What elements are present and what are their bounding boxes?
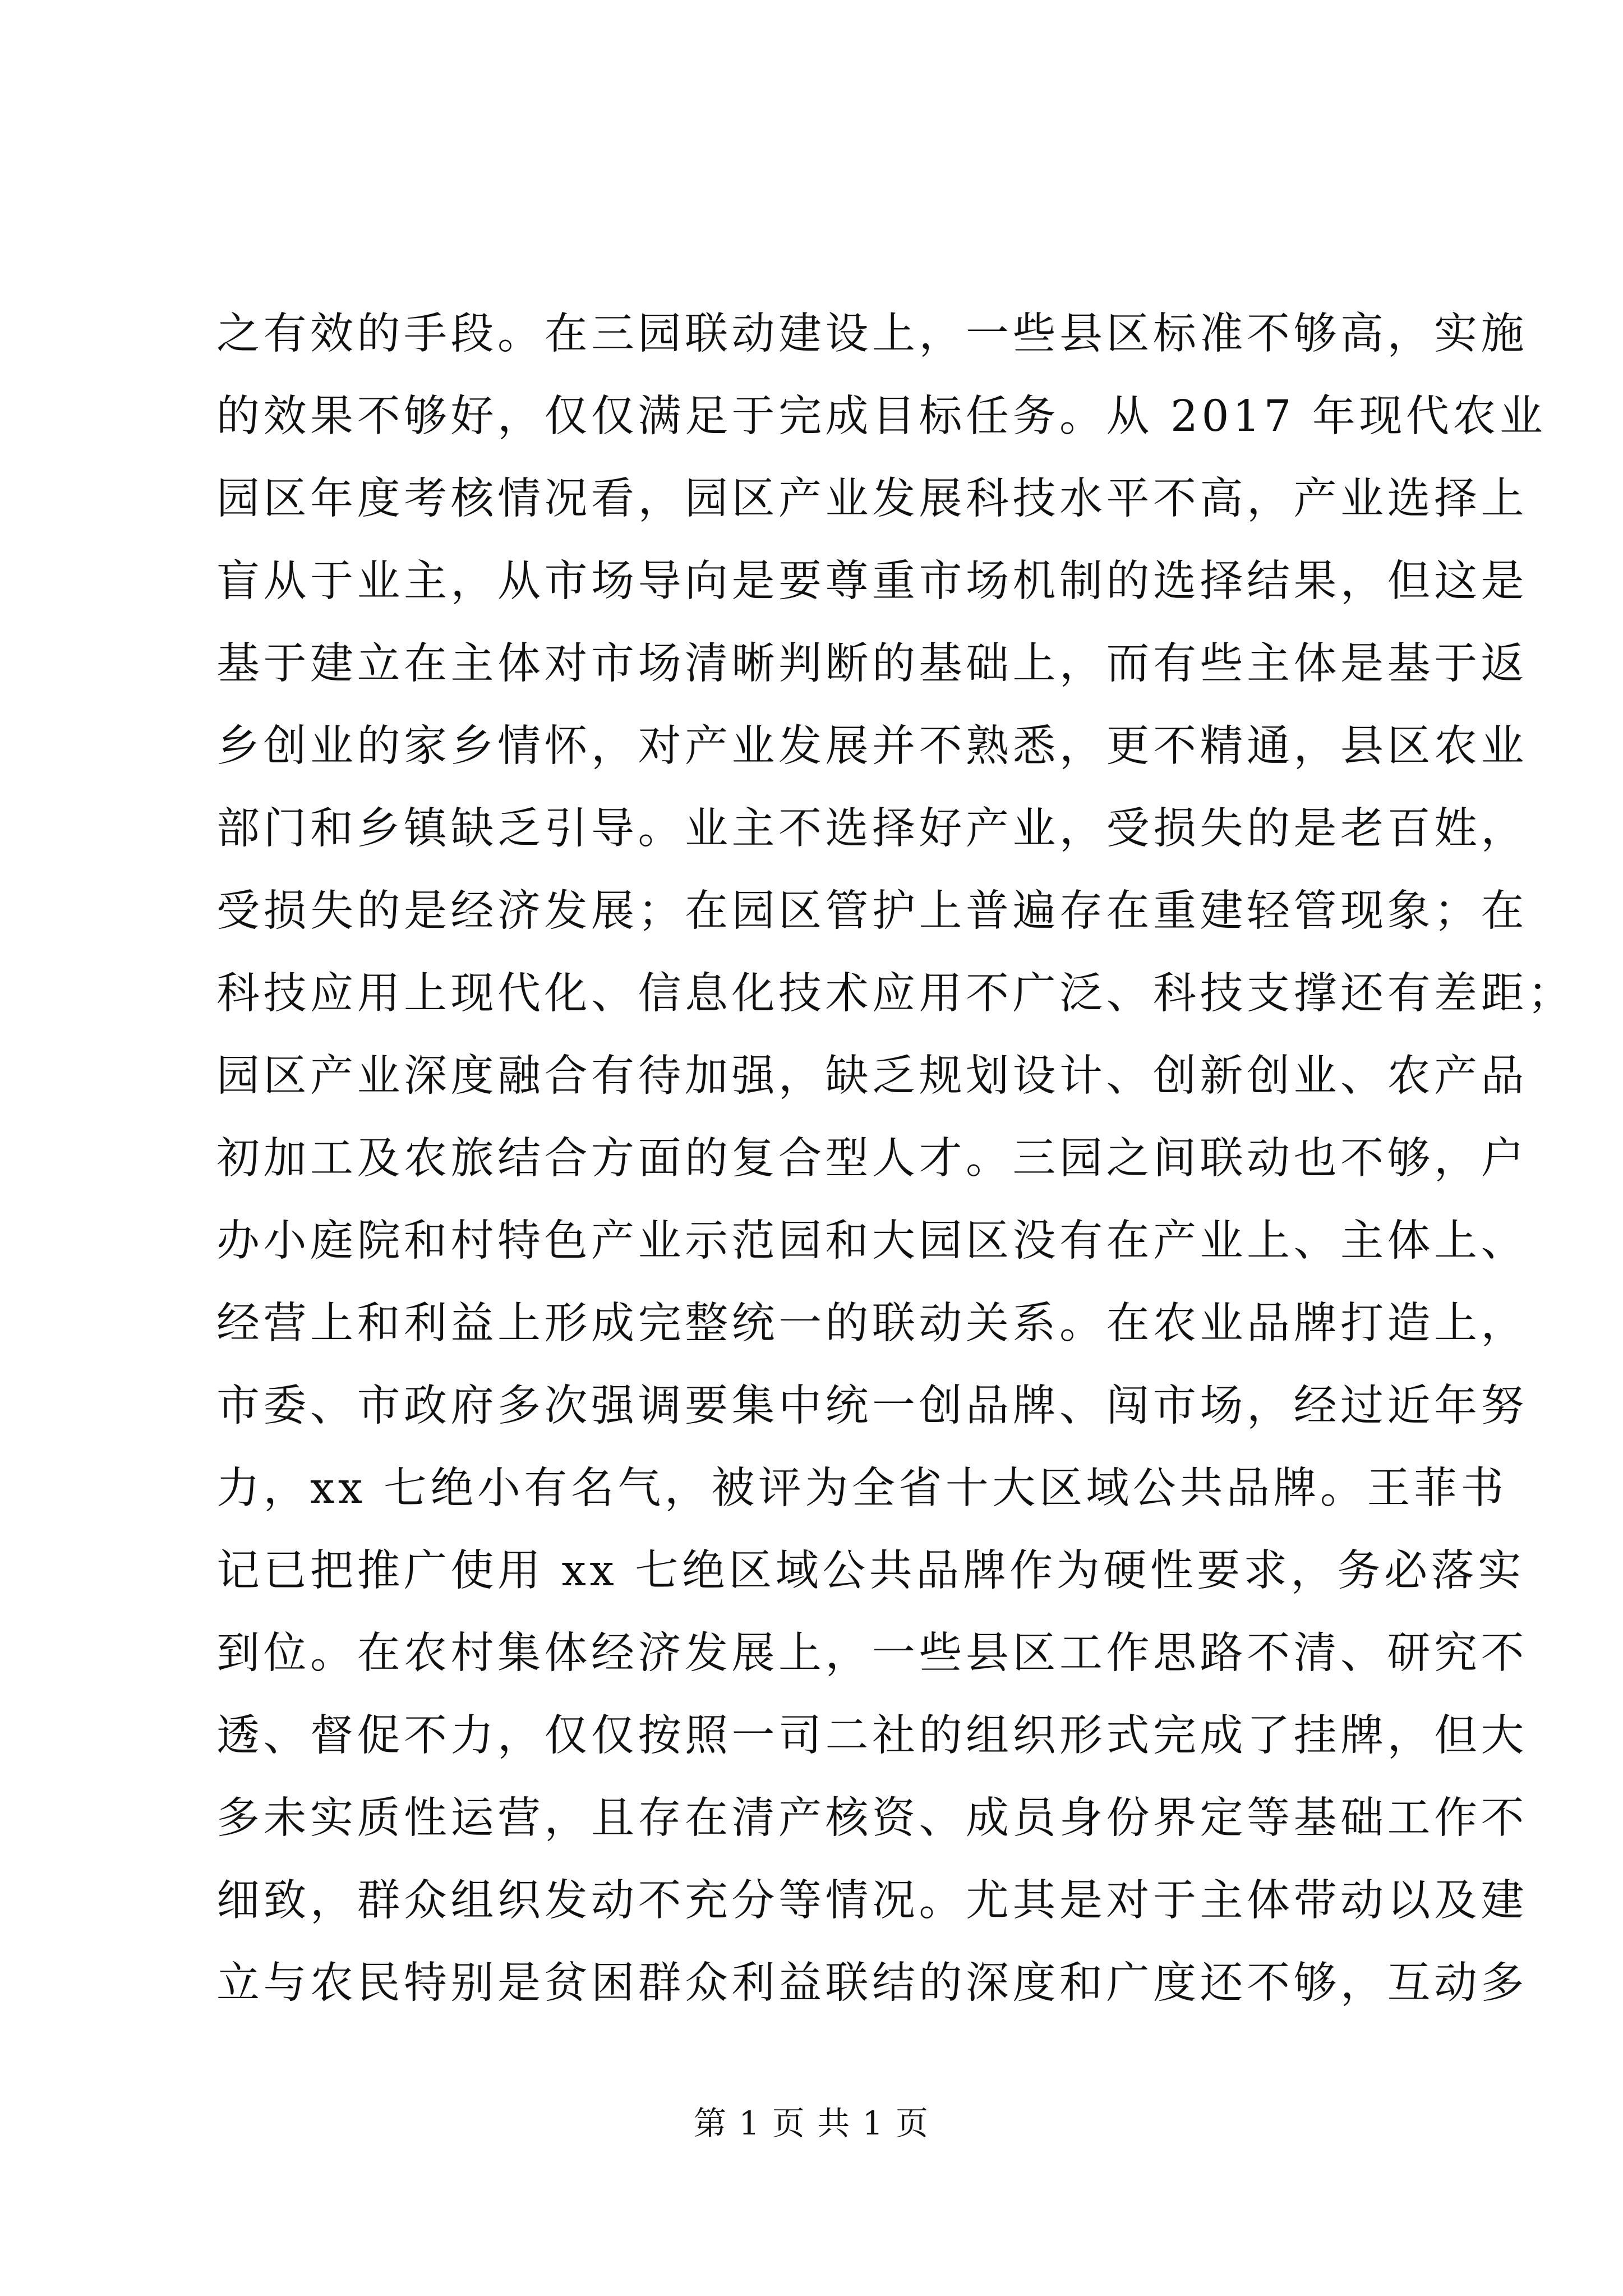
text-line: 透、督促不力，仅仅按照一司二社的组织形式完成了挂牌，但大 (216, 1711, 1528, 1761)
text-line: 园区产业深度融合有待加强，缺乏规划设计、创新创业、农产品 (216, 1051, 1528, 1101)
text-line: 办小庭院和村特色产业示范园和大园区没有在产业上、主体上、 (216, 1216, 1528, 1266)
text-line: 力，xx 七绝小有名气，被评为全省十大区域公共品牌。王菲书 (216, 1464, 1507, 1513)
text-line: 乡创业的家乡情怀，对产业发展并不熟悉，更不精通，县区农业 (216, 721, 1528, 771)
text-line: 经营上和利益上形成完整统一的联动关系。在农业品牌打造上， (216, 1299, 1528, 1349)
text-line: 科技应用上现代化、信息化技术应用不广泛、科技支撑还有差距； (216, 969, 1575, 1019)
text-line: 市委、市政府多次强调要集中统一创品牌、闯市场，经过近年努 (216, 1381, 1528, 1431)
text-line: 部门和乡镇缺乏引导。业主不选择好产业，受损失的是老百姓， (216, 804, 1528, 854)
text-line: 受损失的是经济发展；在园区管护上普遍存在重建轻管现象；在 (216, 886, 1528, 936)
text-line: 立与农民特别是贫困群众利益联结的深度和广度还不够，互动多 (216, 1958, 1528, 2008)
text-line: 之有效的手段。在三园联动建设上，一些县区标准不够高，实施 (216, 309, 1528, 359)
text-line: 多未实质性运营，且存在清产核资、成员身份界定等基础工作不 (216, 1793, 1528, 1843)
text-line: 的效果不够好，仅仅满足于完成目标任务。从 2017 年现代农业 (216, 392, 1547, 441)
text-line: 盲从于业主，从市场导向是要尊重市场机制的选择结果，但这是 (216, 556, 1528, 606)
text-line: 基于建立在主体对市场清晰判断的基础上，而有些主体是基于返 (216, 639, 1528, 689)
page-footer: 第 1 页 共 1 页 (694, 2104, 929, 2142)
text-line: 记已把推广使用 xx 七绝区域公共品牌作为硬性要求，务必落实 (216, 1546, 1525, 1596)
text-line: 细致，群众组织发动不充分等情况。尤其是对于主体带动以及建 (216, 1876, 1528, 1926)
text-line: 初加工及农旅结合方面的复合型人才。三园之间联动也不够，户 (216, 1134, 1528, 1184)
text-line: 到位。在农村集体经济发展上，一些县区工作思路不清、研究不 (216, 1628, 1528, 1678)
text-line: 园区年度考核情况看，园区产业发展科技水平不高，产业选择上 (216, 474, 1528, 524)
